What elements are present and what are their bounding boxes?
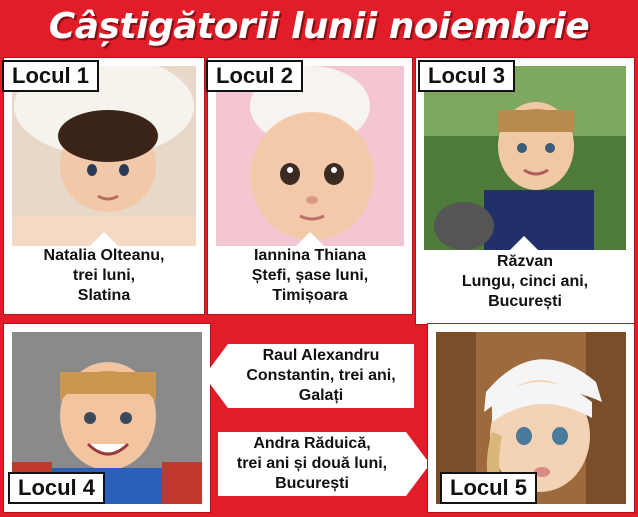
caption-notch-2 bbox=[296, 232, 324, 246]
winner-city-4: Galați bbox=[298, 387, 344, 404]
winner-age-4: Constantin, trei ani, bbox=[246, 367, 396, 384]
winner-name-1: Natalia Olteanu, bbox=[43, 247, 165, 264]
winner-caption-1 bbox=[6, 246, 202, 306]
caption-arrow-5 bbox=[406, 432, 430, 496]
place-badge-2: Locul 2 bbox=[206, 60, 303, 92]
place-badge-1: Locul 1 bbox=[2, 60, 99, 92]
winner-name-3: Răzvan bbox=[496, 253, 554, 270]
winner-card-2 bbox=[208, 58, 412, 314]
place-badge-4: Locul 4 bbox=[8, 472, 105, 504]
winner-caption-3 bbox=[418, 252, 632, 312]
winner-photo-2 bbox=[216, 66, 404, 246]
winner-name-4: Raul Alexandru bbox=[262, 347, 380, 364]
winner-caption-2 bbox=[210, 246, 410, 306]
winner-name-2: Iannina Thiana bbox=[253, 247, 366, 264]
winner-age-2: Ștefi, șase luni, bbox=[251, 267, 369, 284]
winner-age-1: trei luni, bbox=[72, 267, 136, 284]
winner-caption-4 bbox=[228, 344, 414, 408]
winner-age-3: Lungu, cinci ani, bbox=[461, 273, 589, 290]
winner-card-3 bbox=[416, 58, 634, 324]
winner-card-1 bbox=[4, 58, 204, 314]
winner-caption-5 bbox=[218, 432, 406, 496]
winner-city-3: București bbox=[488, 293, 562, 310]
page-title: Câștigătorii lunii noiembrie bbox=[48, 6, 590, 47]
winner-age-5: trei ani și două luni, bbox=[236, 455, 388, 472]
winner-city-2: Timișoara bbox=[272, 287, 348, 304]
caption-arrow-4 bbox=[204, 344, 228, 408]
winner-photo-1 bbox=[12, 66, 196, 246]
caption-notch-3 bbox=[510, 236, 538, 250]
place-badge-5: Locul 5 bbox=[440, 472, 537, 504]
place-badge-3: Locul 3 bbox=[418, 60, 515, 92]
winner-city-1: Slatina bbox=[77, 287, 131, 304]
winner-name-5: Andra Răduică, bbox=[253, 435, 371, 452]
caption-notch-1 bbox=[90, 232, 118, 246]
winner-city-5: București bbox=[275, 475, 349, 492]
winner-photo-3 bbox=[424, 66, 626, 250]
